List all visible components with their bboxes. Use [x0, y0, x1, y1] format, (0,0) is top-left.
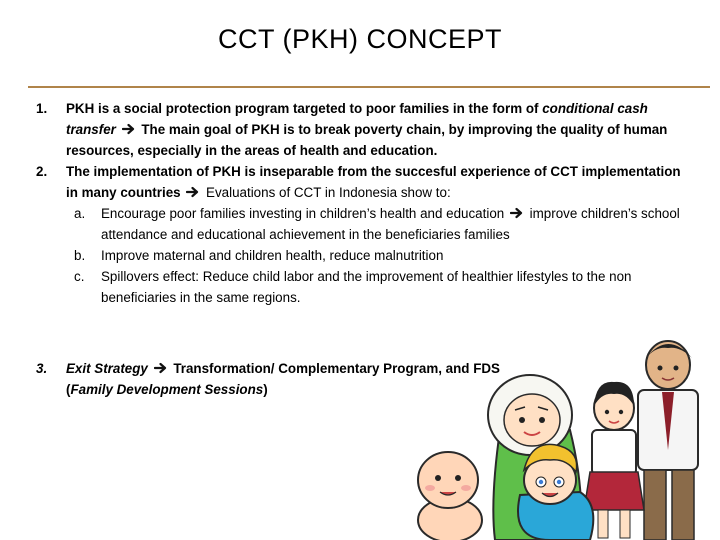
item-text: [66, 161, 686, 203]
family-illustration: [400, 320, 720, 540]
item-text-italic: conditional cash transfer: [66, 101, 648, 137]
item-text: [66, 98, 686, 161]
item-text-b: The main goal of PKH is to break poverty chain, by improving the quality of human resources, especially in the areas of health and education.: [66, 122, 668, 158]
right-arrow-icon: [154, 362, 168, 374]
sub-item-text-a: Encourage poor families investing in children’s health and education: [101, 206, 505, 221]
sub-item-text-b: improve children’s school attendance and educational achievement in the beneficiaries families: [101, 206, 680, 242]
right-arrow-icon: [122, 123, 136, 135]
item-text-d: ): [263, 382, 268, 397]
item-text-a: Exit Strategy: [66, 361, 148, 376]
blond-boy-figure: [518, 444, 593, 540]
sub-item-text: Improve maternal and children health, reduce malnutrition: [101, 248, 444, 263]
item-text-b: Evaluations of CCT in Indonesia show to:: [202, 185, 451, 200]
title-divider: [28, 86, 710, 88]
item-number: 1.: [36, 101, 48, 116]
item-text-b: Transformation/ Complementary Program, and FDS (: [66, 361, 500, 397]
item-text-a: PKH is a social protection program targeted to poor families in the form of: [66, 101, 543, 116]
sub-item-letter: a.: [74, 206, 86, 221]
item-number: 2.: [36, 164, 48, 179]
sub-item-letter: b.: [74, 248, 86, 263]
item-number: 3.: [36, 361, 48, 376]
boy-uniform-figure: [638, 341, 698, 540]
right-arrow-icon: [186, 186, 200, 198]
right-arrow-icon: [510, 207, 524, 219]
sub-item-letter: c.: [74, 269, 85, 284]
item-text-a: The implementation of PKH is inseparable from the succesful experience of CCT implementation in many countries: [66, 164, 681, 200]
baby-figure: [418, 452, 482, 540]
item-text-italic: Family Development Sessions: [70, 382, 264, 397]
page-title: CCT (PKH) CONCEPT: [217, 24, 502, 54]
sub-item-text: Spillovers effect: Reduce child labor and the improvement of healthier lifestyles to the non beneficiaries in the same regions.: [101, 269, 632, 305]
sub-item-text: [101, 203, 693, 245]
